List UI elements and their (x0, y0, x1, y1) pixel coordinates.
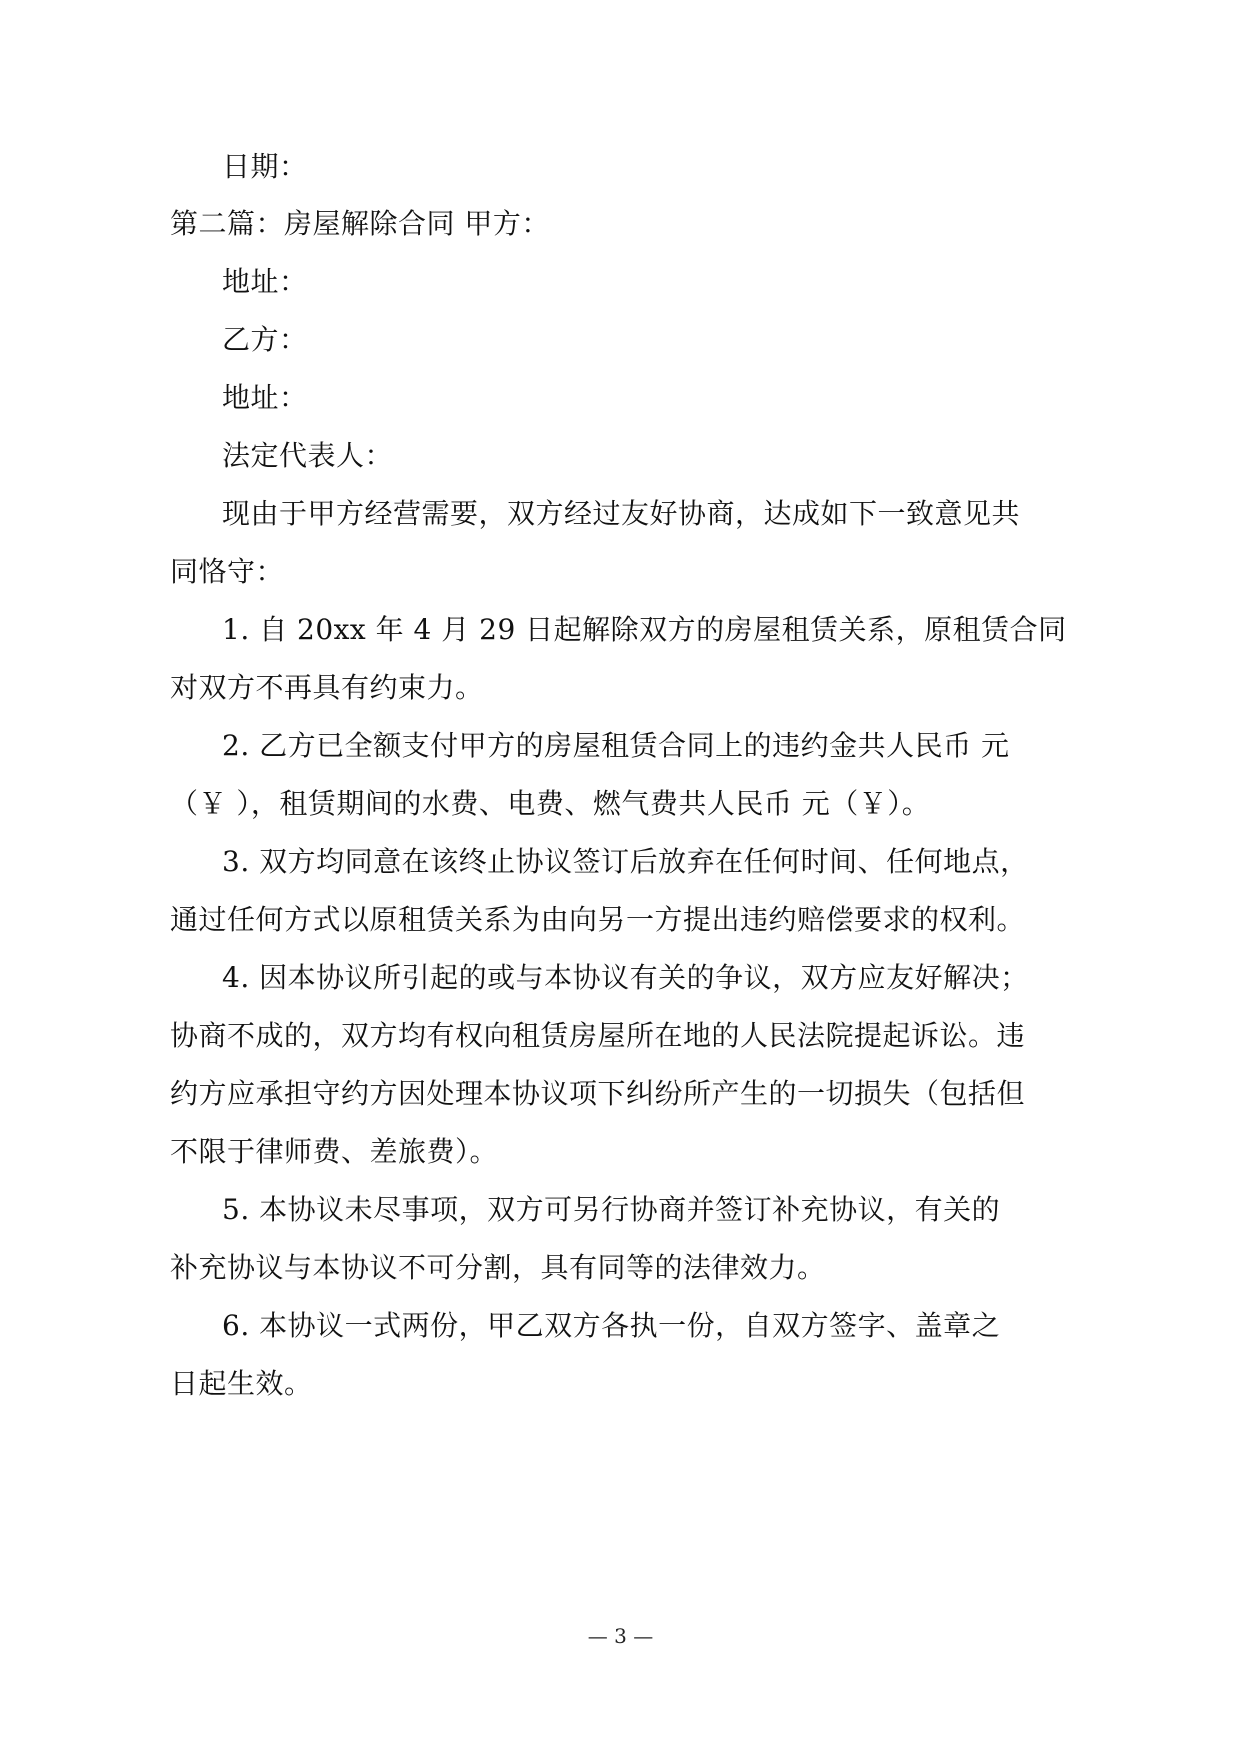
clause-1-line: 对双方不再具有约束力。 (170, 671, 484, 704)
legal-representative-line: 法定代表人： (222, 439, 394, 472)
party-b-address-line: 地址： (222, 381, 308, 414)
clause-4-line: 4. 因本协议所引起的或与本协议有关的争议，双方应友好解决； (222, 961, 1029, 994)
party-a-address-line: 地址： (222, 265, 308, 298)
date-line: 日期： (222, 150, 308, 183)
clause-5-line: 补充协议与本协议不可分割，具有同等的法律效力。 (170, 1251, 826, 1284)
clause-6-line: 日起生效。 (170, 1367, 313, 1400)
paragraph-line: 同恪守： (170, 555, 285, 588)
clause-3-line: 通过任何方式以原租赁关系为由向另一方提出违约赔偿要求的权利。 (170, 903, 1026, 936)
clause-1-line: 1. 自 20xx 年 4 月 29 日起解除双方的房屋租赁关系，原租赁合同 (222, 613, 1067, 646)
section-heading: 第二篇：房屋解除合同 甲方： (170, 207, 550, 240)
page-number: — 3 — (587, 1624, 654, 1648)
clause-2-line: （￥ ），租赁期间的水费、电费、燃气费共人民币 元（￥）。 (170, 787, 931, 820)
party-b-line: 乙方： (222, 323, 308, 356)
clause-4-line: 协商不成的，双方均有权向租赁房屋所在地的人民法院提起诉讼。违 (170, 1019, 1026, 1052)
clause-5-line: 5. 本协议未尽事项，双方可另行协商并签订补充协议，有关的 (222, 1193, 1001, 1226)
clause-3-line: 3. 双方均同意在该终止协议签订后放弃在任何时间、任何地点， (222, 845, 1029, 878)
clause-2-line: 2. 乙方已全额支付甲方的房屋租赁合同上的违约金共人民币 元 (222, 729, 1010, 762)
clause-4-line: 不限于律师费、差旅费）。 (170, 1135, 499, 1168)
clause-4-line: 约方应承担守约方因处理本协议项下纠纷所产生的一切损失（包括但 (170, 1077, 1026, 1110)
clause-6-line: 6. 本协议一式两份，甲乙双方各执一份，自双方签字、盖章之 (222, 1309, 1001, 1342)
paragraph-line: 现由于甲方经营需要，双方经过友好协商，达成如下一致意见共 (222, 497, 1021, 530)
